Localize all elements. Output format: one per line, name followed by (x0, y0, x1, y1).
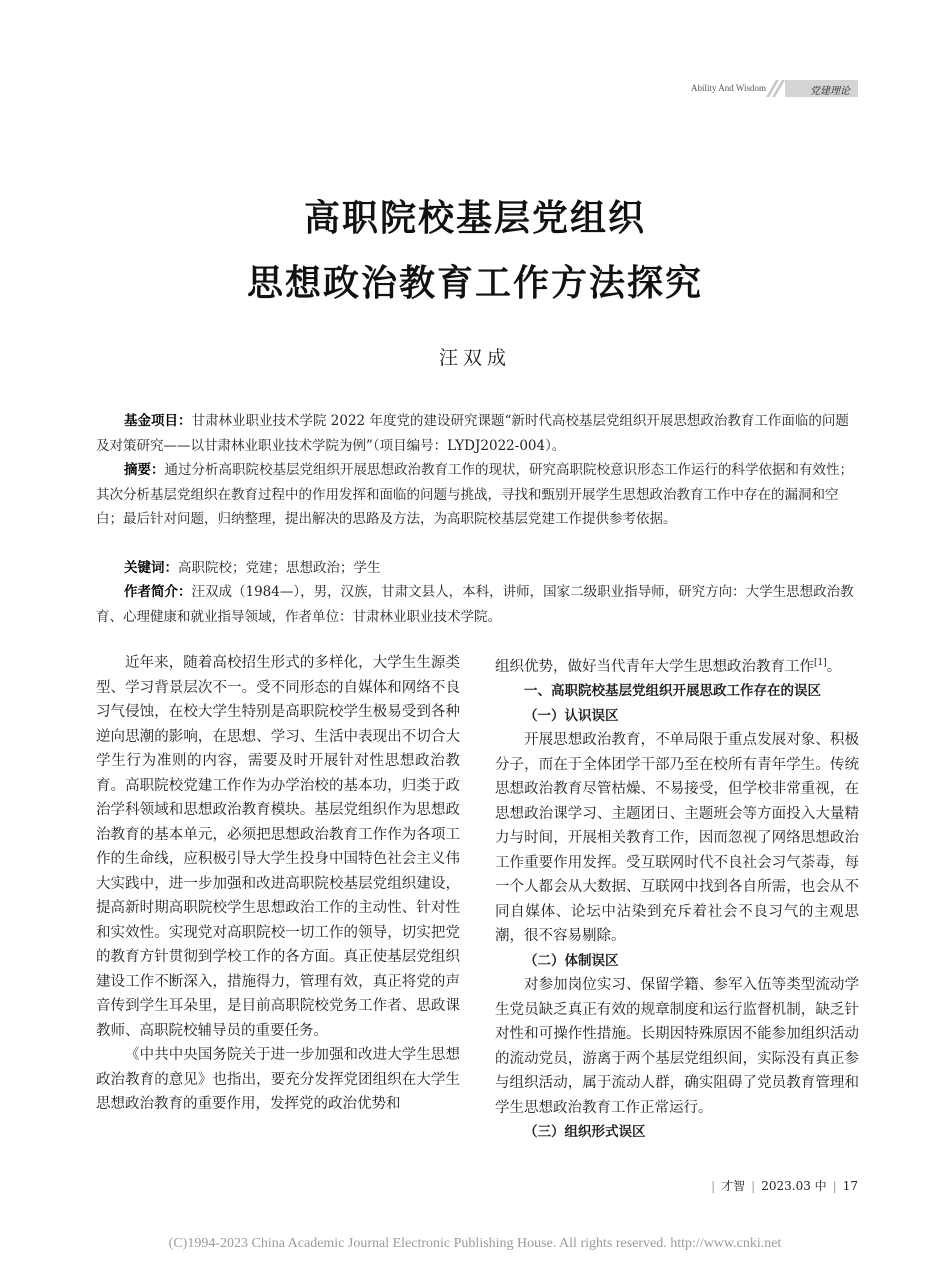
page-number: 17 (842, 1179, 858, 1193)
header-section-box (785, 80, 858, 97)
summary-paragraph (96, 458, 860, 532)
body-paragraph: 开展思想政治教育，不单局限于重点发展对象、积极分子，而在于全体团学干部乃至在校所有青年学生。传统思想政治教育尽管枯燥、不易接受，但学校非常重视，在思想政治课学习、主题团日、主题班会等方面投入大量精力与时间，开展相关教育工作，因而忽视了网络思想政治工作重要作用发挥。受互联网时代不良社会习气荼毒，每一个人都会从大数据、互联网中找到各自所需，也会从不同自媒体、论坛中沾染到充斥着社会不良习气的主观思潮，很不容易剔除。 (495, 732, 859, 945)
keywords-label: 关键词： (124, 560, 178, 576)
journal-name: 才智 (721, 1179, 746, 1193)
section-heading: 一、高职院校基层党组织开展思政工作存在的误区 (524, 683, 821, 700)
bio-text: 汪双成（1984—），男，汉族，甘肃文县人，本科，讲师，国家二级职业指导师，研究方向：大学生思想政治教育、心理健康和就业指导领域，作者单位：甘肃林业职业技术学院。 (96, 584, 854, 625)
summary-text: 通过分析高职院校基层党组织开展思想政治教育工作的现状，研究高职院校意识形态工作运行的科学依据和有效性；其次分析基层党组织在教育过程中的作用发挥和面临的问题与挑战，寻找和甄别开展学生思想政治教育工作中存在的漏洞和空白；最后针对问题，归纳整理，提出解决的思路及方法，为高职院校基层党建工作提供参考依据。 (96, 462, 853, 528)
header-section: 党建理论 (810, 86, 850, 97)
article-title-line2: 思想政治教育工作方法探究 (246, 262, 703, 304)
header-english: Ability And Wisdom (691, 83, 766, 93)
body-text: 组织优势，做好当代青年大学生思想政治教育工作 (495, 658, 814, 675)
running-header (683, 80, 858, 97)
fund-text: 甘肃林业职业技术学院 2022 年度党的建设研究课题“新时代高校基层党组织开展思想政治教育工作面临的问题及对策研究——以甘肃林业职业技术学院为例”（项目编号：LYDJ2022-004）。 (96, 413, 849, 454)
fund-label: 基金项目： (124, 413, 192, 429)
bio-label: 作者简介： (124, 584, 192, 600)
summary-label: 摘要： (124, 462, 165, 478)
keywords-paragraph (96, 556, 860, 581)
page-footer: | 才智 | 2023.03 中 | 17 (711, 1179, 858, 1193)
issue-label: 2023.03 中 (761, 1179, 827, 1193)
subsection-heading: （三）组织形式误区 (524, 1124, 646, 1141)
bio-paragraph (96, 580, 860, 629)
body-paragraph (495, 651, 859, 679)
article-title-line1: 高职院校基层党组织 (303, 197, 646, 239)
body-right-column (495, 651, 859, 1145)
author-name: 汪双成 (438, 347, 511, 369)
body-left-column (96, 651, 460, 1117)
keywords-text: 高职院校；党建；思想政治；学生 (178, 560, 381, 576)
citation-ref: [1] (814, 658, 827, 668)
body-paragraph: 《中共中央国务院关于进一步加强和改进大学生思想政治教育的意见》也指出，要充分发挥党团组织在大学生思想政治教育的重要作用，发挥党的政治优势和 (96, 1047, 460, 1112)
subsection-heading: （二）体制误区 (524, 952, 619, 969)
copyright-notice: (C)1994-2023 China Academic Journal Electronic Publishing House. All rights reserved. http://www.cnki.net (168, 1236, 782, 1251)
subsection-heading: （一）认识误区 (524, 707, 619, 724)
body-text: 。 (826, 658, 842, 675)
body-paragraph: 近年来，随着高校招生形式的多样化，大学生生源类型、学习背景层次不一。受不同形态的自媒体和网络不良习气侵蚀，在校大学生特别是高职院校学生极易受到各种逆向思潮的影响，在思想、学习、生活中表现出不切合大学生行为准则的内容，需要及时开展针对性思想政治教育。高职院校党建工作作为办学治校的基本功，归类于政治学科领域和思想政治教育模块。基层党组织作为思想政治教育的基本单元，必须把思想政治教育工作作为各项工作的生命线，应积极引导大学生投身中国特色社会主义伟大实践中，进一步加强和改进高职院校基层党组织建设，提高新时期高职院校学生思想政治工作的主动性、针对性和实效性。实现党对高职院校一切工作的领导，切实把党的教育方针贯彻到学校工作的各方面。真正使基层党组织建设工作不断深入，措施得力，管理有效，真正将党的声音传到学生耳朵里，是目前高职院校党务工作者、思政课教师、高职院校辅导员的重要任务。 (96, 655, 460, 1039)
fund-paragraph (96, 409, 860, 458)
body-paragraph: 对参加岗位实习、保留学籍、参军入伍等类型流动学生党员缺乏真正有效的规章制度和运行监督机制，缺乏针对性和可操作性措施。长期因特殊原因不能参加组织活动的流动党员，游离于两个基层党组织间，实际没有真正参与组织活动，属于流动人群，确实阻碍了党员教育管理和学生思想政治教育工作正常运行。 (495, 977, 859, 1116)
